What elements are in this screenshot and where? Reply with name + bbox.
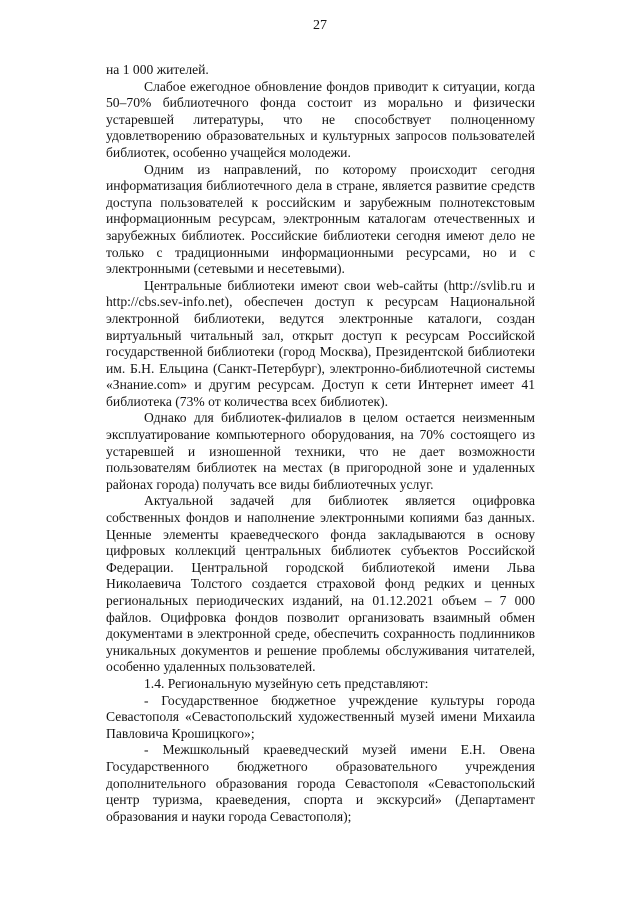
- paragraph-digitization: Актуальной задачей для библиотек является оцифровка собственных фондов и наполнение электронными копиями баз данных. Ценные элементы краеведческого фонда закладываются в основу цифровых коллекций центральных библиотек субъектов Российской Федерации. Центральной городской библиотекой имени Льва Николаевича Толстого создается страховой фонд редких и ценных региональных периодических изданий, на 01.12.2021 объем – 7 000 файлов. Оцифровка фондов позволит организовать взаимный обмен документами в электронной среде, обеспечить сохранность подлинников уникальных документов и решение проблемы обслуживания читателей, особенно удаленных пользователей.: [106, 493, 535, 675]
- paragraph-branch-equipment: Однако для библиотек-филиалов в целом остается неизменным эксплуатирование компьютерного оборудования, на 70% состоящего из устаревшей и изношенной техники, что не дает возможности пользователям библиотек на местах (в пригородной зоне и удаленных районах города) получать все виды библиотечных услуг.: [106, 410, 535, 492]
- list-item-art-museum: - Государственное бюджетное учреждение культуры города Севастополя «Севастопольский художественный музей имени Михаила Павловича Крошицкого»;: [106, 692, 535, 741]
- paragraph-websites: Центральные библиотеки имеют свои web-сайты (http://svlib.ru и http://cbs.sev-info.net), обеспечен доступ к ресурсам Национальной электронной библиотеки, ведутся электронные каталоги, создан виртуальный читальный зал, открыт доступ к ресурсам Российской государственной библиотеки (город Москва), Президентской библиотеки им. Б.Н. Ельцина (Санкт-Петербург), электронно-библиотечной системы «Знание.com» и другим ресурсам. Доступ к сети Интернет имеет 41 библиотека (73% от количества всех библиотек).: [106, 277, 535, 409]
- document-body: [106, 62, 535, 825]
- section-heading-museum-network: 1.4. Региональную музейную сеть представляют:: [144, 675, 429, 691]
- page-number: 27: [313, 18, 327, 33]
- paragraph-informatization: Одним из направлений, по которому происходит сегодня информатизация библиотечного дела в стране, является развитие средств доступа пользователей к российским и зарубежным полнотекстовым информационным ресурсам, электронным каталогам отечественных и зарубежных библиотек. Российские библиотеки сегодня имеют дело не только с традиционными информационными ресурсами, но и с электронными (сетевыми и несетевыми).: [106, 161, 535, 277]
- list-item-local-history-museum: - Межшкольный краеведческий музей имени Е.Н. Овена Государственного бюджетного образовательного учреждения дополнительного образования города Севастополя «Севастопольский центр туризма, краеведения, спорта и экскурсий» (Департамент образования и науки города Севастополя);: [106, 742, 535, 824]
- paragraph-fund-renewal: Слабое ежегодное обновление фондов приводит к ситуации, когда 50–70% библиотечного фонда состоит из морально и физически устаревшей литературы, что не способствует полноценному удовлетворению образовательных и культурных запросов пользователей библиотек, особенно учащейся молодежи.: [106, 78, 535, 160]
- paragraph-continuation: на 1 000 жителей.: [106, 62, 209, 77]
